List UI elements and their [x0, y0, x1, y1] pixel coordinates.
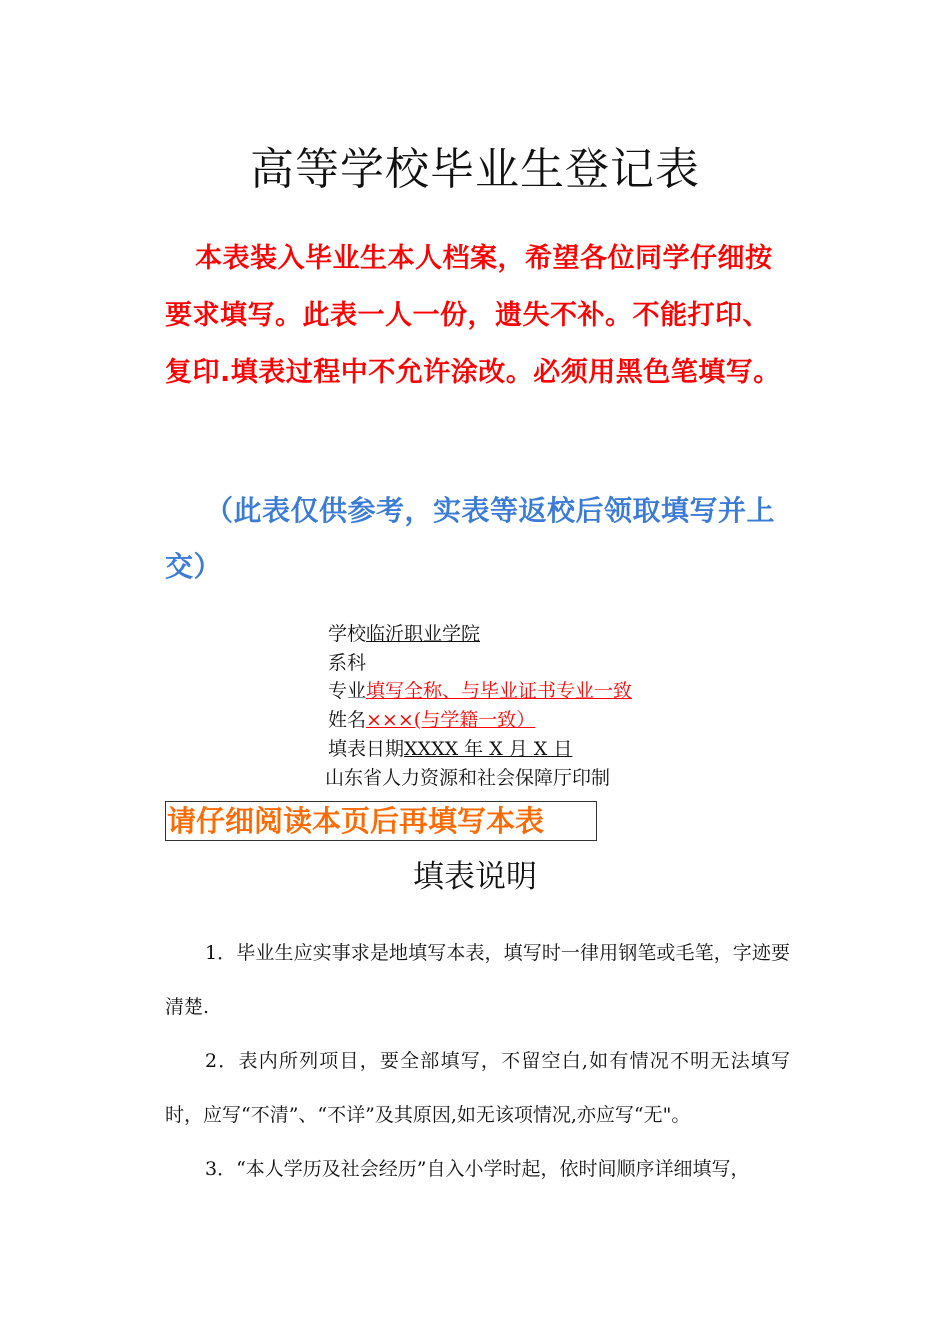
dept-label: 系科 [328, 651, 367, 674]
cover-info [325, 620, 633, 792]
name-row [328, 706, 632, 735]
instruction-item: 3．“本人学历及社会经历”自入小学时起，依时间顺序详细填写， [205, 1158, 750, 1180]
instruction-item: 1．毕业生应实事求是地填写本表，填写时一律用钢笔或毛笔，字迹要清楚. [165, 942, 790, 1018]
instructions-heading: 填表说明 [413, 859, 537, 895]
warning-text: 本表装入毕业生本人档案，希望各位同学仔细按要求填写。此表一人一份，遗失不补。不能打印、复印.填表过程中不允许涂改。必须用黑色笔填写。 [165, 243, 781, 388]
dept-row [328, 649, 632, 678]
major-value: 填写全称、与毕业证书专业一致 [366, 680, 633, 703]
document-title: 高等学校毕业生登记表 [250, 144, 700, 195]
major-label: 专业 [328, 680, 367, 703]
instruction-item: 2．表内所列项目，要全部填写，不留空白,如有情况不明无法填写时，应写“不清”、“不详”及其原因,如无该项情况,亦应写“无"。 [165, 1050, 790, 1126]
date-value: XXXX 年 X 月 X 日 [404, 737, 573, 760]
school-value: 临沂职业学院 [366, 623, 481, 645]
school-label: 学校 [328, 623, 367, 645]
name-label: 姓名 [328, 709, 367, 732]
date-label: 填表日期 [328, 737, 405, 760]
major-row [328, 677, 632, 706]
school-row [328, 620, 632, 649]
read-notice-box: 请仔细阅读本页后再填写本表 [165, 801, 597, 841]
name-value: ×××(与学籍一致） [366, 709, 536, 732]
date-row [328, 735, 632, 764]
printer-line: 山东省人力资源和社会保障厅印制 [325, 766, 611, 789]
reference-note: （此表仅供参考，实表等返校后领取填写并上交） [165, 494, 776, 583]
